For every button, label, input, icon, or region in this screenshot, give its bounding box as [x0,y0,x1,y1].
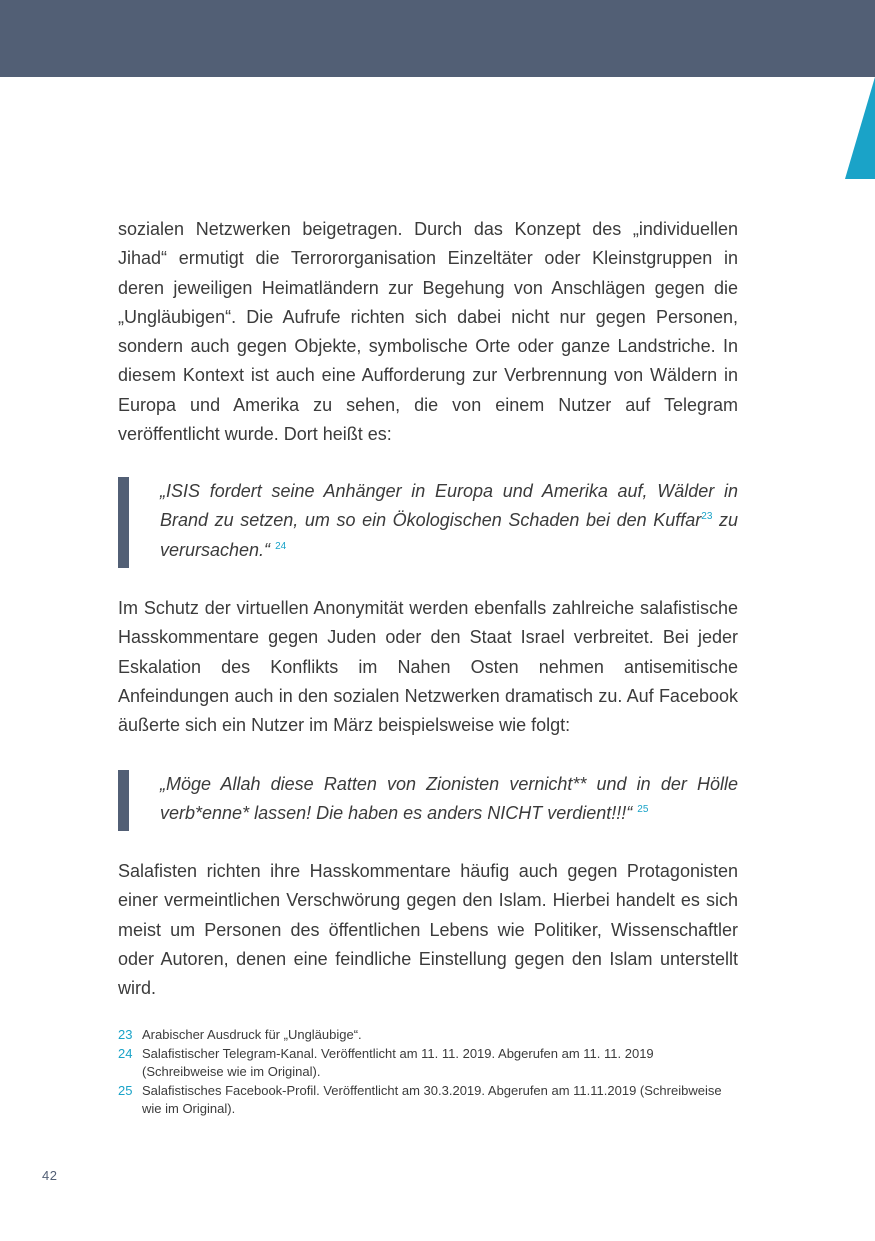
footnote-text: Salafistischer Telegram-Kanal. Veröffentlicht am 11. 11. 2019. Abgerufen am 11. 11. 2019 (Schreibweise wie im Original). [142,1046,654,1079]
footnote-item [118,1082,738,1118]
quote-text-part: zu verursachen.“ [160,510,738,560]
blockquote-1 [118,477,738,565]
footnote-number: 23 [118,1027,133,1042]
corner-accent-triangle [845,77,875,179]
paragraph-text: sozialen Netzwerken beigetragen. Durch das Konzept des „individuellen Jihad“ ermutigt die Terrororganisation Einzeltäter oder Kleinstgruppen in deren jeweiligen Heimatländern zur Begehung von Anschlägen gegen die „Ungläubigen“. Die Aufrufe richten sich dabei nicht nur gegen Personen, sondern auch gegen Objekte, symbolische Orte oder ganze Landstriche. In diesem Kontext ist auch eine Aufforderung zur Verbrennung von Wäldern in Europa und Amerika zu sehen, die von einem Nutzer auf Telegram veröffentlicht wurde. Dort heißt es: [118,219,738,445]
footnote-number: 25 [118,1083,133,1098]
body-paragraph-1 [118,215,738,449]
quote-text [160,770,738,829]
footnote-ref[interactable]: 25 [637,804,649,816]
footnote-number: 24 [118,1046,133,1061]
body-paragraph-2 [118,594,738,740]
footnote-item [118,1026,738,1044]
body-paragraph-3 [118,857,738,1003]
quote-text-part: „ISIS fordert seine Anhänger in Europa und Amerika auf, Wälder in Brand zu setzen, um so ein Ökologischen Schaden bei den Kuffar [160,481,738,531]
footnote-text: Salafistisches Facebook-Profil. Veröffentlicht am 30.3.2019. Abgerufen am 11.11.2019 (Schreibweise wie im Original). [142,1083,722,1116]
quote-text-part: „Möge Allah diese Ratten von Zionisten vernicht** und in der Hölle verb*enne* lassen! Die haben es anders NICHT verdient!!!“ [160,774,738,824]
footnote-item [118,1045,738,1081]
footnote-ref[interactable]: 24 [275,540,287,552]
footnote-ref[interactable]: 23 [701,511,713,523]
blockquote-2 [118,770,738,829]
paragraph-text: Salafisten richten ihre Hasskommentare häufig auch gegen Protagonisten einer vermeintlichen Verschwörung gegen den Islam. Hierbei handelt es sich meist um Personen des öffentlichen Lebens wie Politiker, Wissenschaftler oder Autoren, denen eine feindliche Einstellung gegen den Islam unterstellt wird. [118,861,738,999]
header-band [0,0,875,77]
footnote-text: Arabischer Ausdruck für „Ungläubige“. [142,1027,362,1042]
quote-bar [118,477,129,568]
page-number: 42 [42,1168,58,1183]
footnotes [118,1026,738,1119]
paragraph-text: Im Schutz der virtuellen Anonymität werden ebenfalls zahlreiche salafistische Hasskommentare gegen Juden oder den Staat Israel verbreitet. Bei jeder Eskalation des Konflikts im Nahen Osten nehmen antisemitische Anfeindungen auch in den sozialen Netzwerken dramatisch zu. Auf Facebook äußerte sich ein Nutzer im März beispielsweise wie folgt: [118,598,738,736]
quote-bar [118,770,129,831]
quote-text [160,477,738,565]
